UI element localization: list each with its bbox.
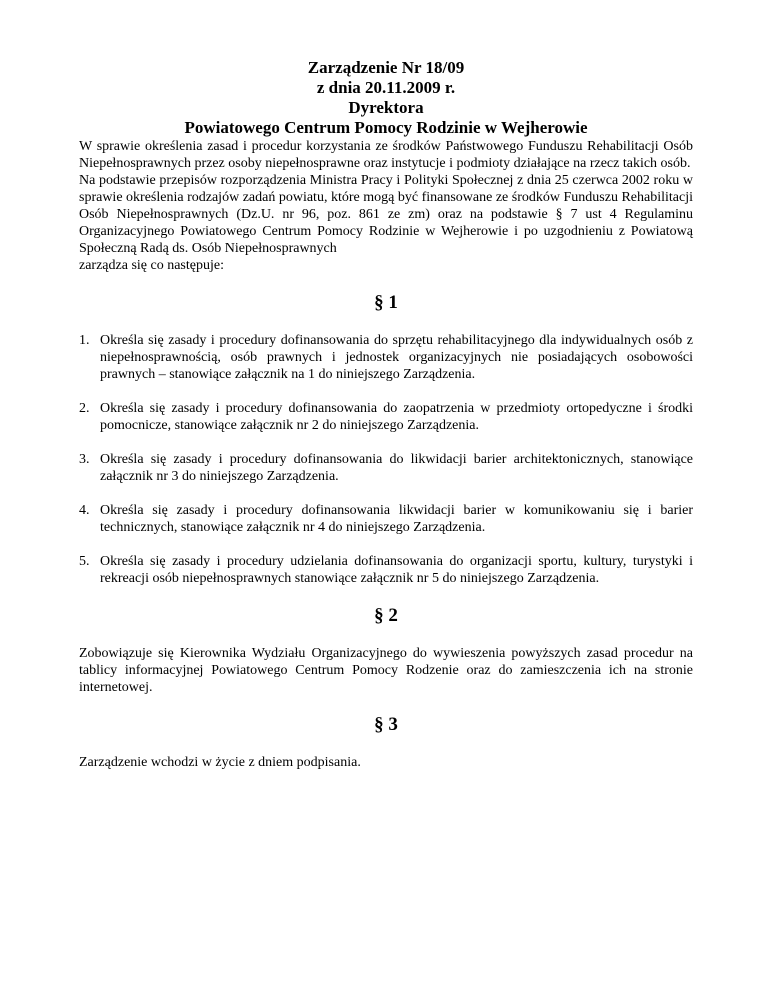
list-item — [79, 502, 693, 536]
list-item-text: Określa się zasady i procedury dofinansowania do sprzętu rehabilitacyjnego dla indywidualnych osób z niepełnosprawnością, osób prawnych i jednostek organizacyjnych nie posiadających osobowości prawnych – stanowiące załącznik na 1 do niniejszego Zarządzenia. — [100, 333, 693, 382]
list-item-text: Określa się zasady i procedury dofinansowania likwidacji barier w komunikowaniu się i barier technicznych, stanowiące załącznik nr 4 do niniejszego Zarządzenia. — [100, 503, 693, 535]
list-item-number: 1. — [79, 333, 90, 348]
list-item-text: Określa się zasady i procedury dofinansowania do zaopatrzenia w przedmioty ortopedyczne i środki pomocnicze, stanowiące załącznik nr 2 do niniejszego Zarządzenia. — [100, 401, 693, 433]
title-date: z dnia 20.11.2009 r. — [316, 78, 456, 97]
title-institution: Powiatowego Centrum Pomocy Rodzinie w Wejherowie — [184, 118, 588, 137]
intro-paragraph: W sprawie określenia zasad i procedur korzystania ze środków Państwowego Funduszu Rehabilitacji Osób Niepełnosprawnych przez osoby niepełnosprawne oraz instytucje i podmioty działające na rzecz takich osób. — [79, 139, 693, 171]
section-2-paragraph: Zobowiązuje się Kierownika Wydziału Organizacyjnego do wywieszenia powyższych zasad procedur na tablicy informacyjnej Powiatowego Centrum Pomocy Rodzenie oraz do zamieszczenia ich na stronie internetowej. — [79, 646, 693, 695]
list-item-text: Określa się zasady i procedury dofinansowania do likwidacji barier architektonicznych, stanowiące załącznik nr 3 do niniejszego Zarządzenia. — [100, 452, 693, 484]
list-item — [79, 553, 693, 587]
title-issuer-role: Dyrektora — [348, 98, 424, 117]
list-item-number: 5. — [79, 554, 90, 569]
document-page — [79, 58, 693, 771]
document-title — [79, 58, 693, 138]
list-item-number: 3. — [79, 452, 90, 467]
list-item — [79, 332, 693, 383]
decrees-line: zarządza się co następuje: — [79, 258, 224, 273]
list-item-text: Określa się zasady i procedury udzielania dofinansowania do organizacji sportu, kultury, turystyki i rekreacji osób niepełnosprawnych stanowiące załącznik nr 5 do niniejszego Zarządzenia. — [100, 554, 693, 586]
section-2-heading: § 2 — [374, 605, 398, 626]
list-item-number: 4. — [79, 503, 90, 518]
section-3-paragraph: Zarządzenie wchodzi w życie z dniem podpisania. — [79, 755, 361, 770]
title-number: Zarządzenie Nr 18/09 — [307, 58, 465, 77]
list-item-number: 2. — [79, 401, 90, 416]
section-1-list — [79, 332, 693, 587]
section-3-heading: § 3 — [374, 714, 398, 735]
section-1-heading: § 1 — [374, 292, 398, 313]
legal-basis-paragraph: Na podstawie przepisów rozporządzenia Ministra Pracy i Polityki Społecznej z dnia 25 czerwca 2002 roku w sprawie określenia rodzajów zadań powiatu, które mogą być finansowane ze środków Funduszu Rehabilitacji Osób Niepełnosprawnych (Dz.U. nr 96, poz. 861 ze zm) oraz na podstawie § 7 ust 4 Regulaminu Organizacyjnego Powiatowego Centrum Pomocy Rodzinie w Wejherowie i po uzgodnieniu z Powiatową Społeczną Radą ds. Osób Niepełnosprawnych — [79, 173, 693, 256]
list-item — [79, 451, 693, 485]
list-item — [79, 400, 693, 434]
